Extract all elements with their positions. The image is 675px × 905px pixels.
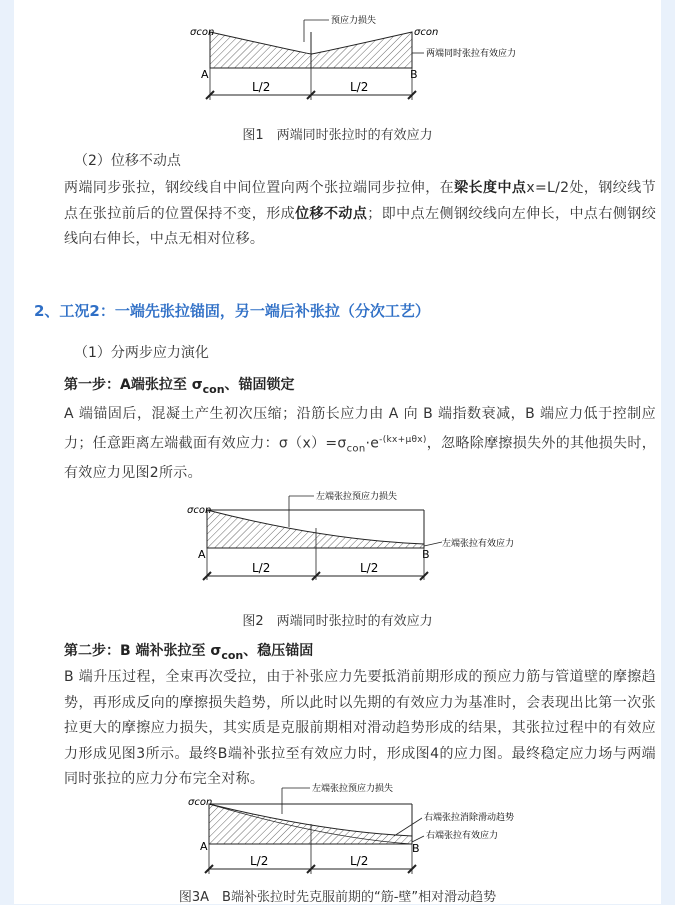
figure-2-caption: 图2 两端同时张拉时的有效应力: [242, 614, 433, 629]
fig2-top-label: 左端张拉预应力损失: [316, 492, 398, 502]
section-heading-case2: 2、工况2：一端先张拉锚固，另一端后补张拉（分次工艺）: [34, 302, 430, 320]
fig2-b: B: [422, 548, 430, 561]
figure-1-caption: 图1 两端同时张拉时的有效应力: [242, 128, 433, 143]
figure-3a-diagram: [174, 780, 574, 880]
step-1-heading: 第一步：A端张拉至 $\sigma_{con}$、锚固锁定: [64, 377, 295, 396]
figure-3a-caption: 图3A B端补张拉时先克服前期的“筋-壁”相对滑动趋势: [178, 890, 497, 905]
fig2-half-left: L/2: [252, 561, 271, 575]
paragraph-step-1: A 端锚固后，混凝土产生初次压缩；沿筋长应力由 A 向 B 端指数衰减，B 端应力低于控制应力；任意距离左端截面有效应力：$\sigma(x)=\sigma_{con}\cdot e^{-(kx+\mu\theta x)}$，忽略除摩擦损失外的其他损失时，有效应力见图2所示。: [64, 406, 656, 482]
fig3-right-label-2: 右端张拉有效应力: [426, 831, 499, 841]
fig1-sigma-right: σcon: [414, 27, 439, 38]
figure-2-diagram: [174, 482, 574, 582]
fig1-top-label: 预应力损失: [331, 16, 377, 26]
fig3-sigma-left: σcon: [188, 797, 213, 808]
fig1-sigma-left: σcon: [190, 27, 215, 38]
fig3-right-label-1: 右端张拉消除滑动趋势: [424, 813, 515, 823]
fig2-sigma-left: σcon: [187, 505, 212, 516]
fig2-right-label: 左端张拉有效应力: [442, 539, 515, 549]
fig1-a: A: [201, 68, 209, 81]
fig3-b: B: [412, 842, 420, 855]
fig2-half-right: L/2: [360, 561, 379, 575]
fig3-half-left: L/2: [250, 854, 269, 868]
subsection-two-steps: （1）分两步应力演化: [74, 345, 209, 361]
fig3-stress-area: [209, 804, 412, 844]
subsection-displacement: （2）位移不动点: [74, 153, 181, 169]
fig1-half-right: L/2: [350, 80, 369, 94]
figure-1-diagram: [174, 8, 534, 103]
fig1-b: B: [410, 68, 418, 81]
fig1-right-label: 两端同时张拉有效应力: [426, 49, 517, 59]
fig3-half-right: L/2: [350, 854, 369, 868]
fig2-stress-area: [207, 510, 424, 548]
paragraph-displacement: 两端同步张拉，钢绞线自中间位置向两个张拉端同步拉伸，在梁长度中点x=L/2处，钢绞线节点在张拉前后的位置保持不变，形成位移不动点；即中点左侧钢绞线向左伸长，中点右侧钢绞线向右伸长，中点无相对位移。: [64, 180, 656, 247]
step-2-heading: 第二步：B 端补张拉至 $\sigma_{con}$、稳压锚固: [64, 643, 314, 662]
fig1-half-left: L/2: [252, 80, 271, 94]
article-page: [14, 0, 661, 904]
paragraph-step-2: B 端升压过程，全束再次受拉，由于补张应力先要抵消前期形成的预应力筋与管道壁的摩擦趋势，再形成反向的摩擦损失趋势，所以此时以先期的有效应力为基准时，会表现出比第一次张拉更大的摩擦应力损失，其实质是克服前期相对滑动趋势形成的结果，其张拉过程中的有效应力形成见图3所示。最终B端补张拉至有效应力时，形成图4的应力图。最终稳定应力场与两端同时张拉的应力分布完全对称。: [64, 669, 656, 787]
fig3-top-label: 左端张拉预应力损失: [312, 784, 394, 794]
fig3-a: A: [200, 840, 208, 853]
fig2-a: A: [198, 548, 206, 561]
